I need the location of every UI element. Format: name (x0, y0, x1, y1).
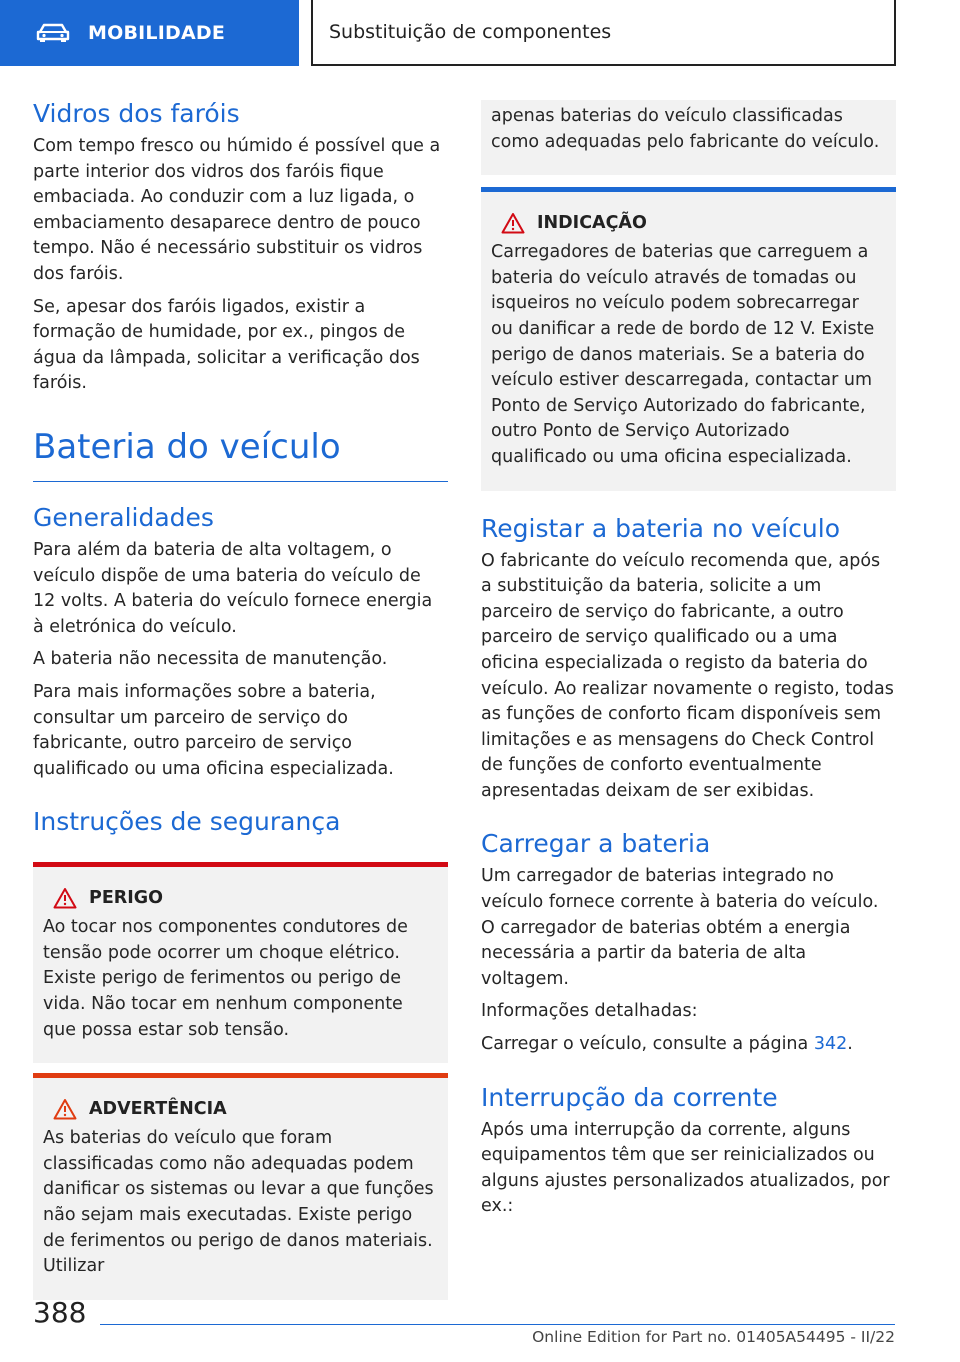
paragraph: A bateria não necessita de manutenção. (33, 649, 388, 670)
notice-label: PERIGO (89, 888, 164, 909)
paragraph: Um carregador de baterias integrado no veículo fornece corrente à bateria do veículo. O carregador de baterias obtém a energia necessária a partir da bateria de alta voltagem. (481, 866, 879, 989)
footer-divider (100, 1324, 895, 1325)
text: . (847, 1034, 853, 1055)
paragraph: Com tempo fresco ou húmido é possível que a parte interior dos vidros dos faróis fique embaciada. Ao conduzir com a luz ligada, o embaciamento desaparece dentro de pouco tempo. Não é necessário substituir os vidros dos faróis. (33, 136, 441, 284)
notice-label: ADVERTÊNCIA (89, 1099, 227, 1120)
paragraph: Após uma interrupção da corrente, alguns equipamentos têm que ser reinicializados ou alguns ajustes personalizados atualizados, por ex.: (481, 1119, 890, 1217)
section-title-carregar: Carregar a bateria (481, 829, 711, 859)
paragraph: Para mais informações sobre a bateria, consultar um parceiro de serviço do fabricante, outro parceiro de serviço qualificado ou uma oficina especializada. (33, 681, 394, 779)
section-title-vidros: Vidros dos faróis (33, 99, 240, 128)
page-header (311, 0, 896, 66)
page-header-title: Substituição de componentes (329, 21, 612, 43)
warning-notice-continued (481, 100, 896, 175)
notice-text: Carregadores de baterias que carreguem a bateria do veículo através de tomadas ou isqueiros no veículo podem sobrecarregar ou danificar a rede de bordo de 12 V. Existe perigo de danos materiais. Se a bateria do veículo estiver descarregada, contactar um Ponto de Serviço Autorizado do fabricante, outro Ponto de Serviço Autorizado qualificado ou uma oficina especializada. (491, 242, 875, 467)
paragraph (481, 1032, 896, 1058)
notice-label: INDICAÇÃO (537, 213, 647, 234)
section-title-generalidades: Generalidades (33, 502, 214, 532)
page-number: 388 (33, 1296, 87, 1329)
chapter-title: Bateria do veículo (33, 425, 448, 482)
paragraph: Se, apesar dos faróis ligados, existir a formação de humidade, por ex., pingos de água da lâmpada, solicitar a verificação dos faróis. (33, 296, 420, 394)
section-tab[interactable] (0, 0, 299, 66)
right-column (481, 100, 896, 1227)
notice-text: Ao tocar nos componentes condutores de tensão pode ocorrer um choque elétrico. Existe perigo de ferimentos ou perigo de vida. Não tocar em nenhum componente que possa estar sob tensão. (43, 917, 408, 1040)
paragraph: O fabricante do veículo recomenda que, após a substituição da bateria, solicite a um parceiro de serviço do fabricante, a outro parceiro de serviço qualificado ou a uma oficina especializada o registo da bateria do veículo. Ao realizar novamente o registo, todas as funções de conforto ficam disponíveis sem limitações e as mensagens do Check Control de funções de conforto eventualmente apresentadas deixam de ser exibidas. (481, 550, 894, 801)
warning-notice (33, 1073, 448, 1300)
section-title-registar: Registar a bateria no veículo (481, 513, 840, 543)
notice-text: apenas baterias do veículo classificadas como adequadas pelo fabricante do veículo. (491, 106, 880, 152)
section-title-seguranca: Instruções de segurança (33, 807, 341, 837)
section-tab-label: MOBILIDADE (88, 22, 226, 44)
footer-edition: Online Edition for Part no. 01405A54495 - II/22 (532, 1328, 895, 1346)
left-column (33, 98, 448, 1308)
info-notice (481, 187, 896, 490)
car-icon (36, 23, 70, 43)
warning-triangle-icon (53, 887, 77, 909)
paragraph: Para além da bateria de alta voltagem, o veículo dispõe de uma bateria do veículo de 12 volts. A bateria do veículo fornece energia à eletrónica do veículo. (33, 539, 433, 637)
notice-heading (43, 1098, 438, 1120)
warning-triangle-icon (501, 212, 525, 234)
notice-text: As baterias do veículo que foram classificadas como não adequadas podem danificar os sistemas ou levar a que funções não sejam mais executadas. Existe perigo de ferimentos ou perigo de danos materiais. Utilizar (43, 1128, 434, 1277)
notice-heading (43, 887, 438, 909)
text: Carregar o veículo, consulte a página (481, 1034, 814, 1055)
danger-notice (33, 862, 448, 1063)
section-title-interrupcao: Interrupção da corrente (481, 1082, 778, 1112)
notice-heading (491, 212, 886, 234)
warning-triangle-icon (53, 1098, 77, 1120)
paragraph: Informações detalhadas: (481, 1001, 698, 1022)
page-link[interactable]: 342 (813, 1034, 848, 1055)
